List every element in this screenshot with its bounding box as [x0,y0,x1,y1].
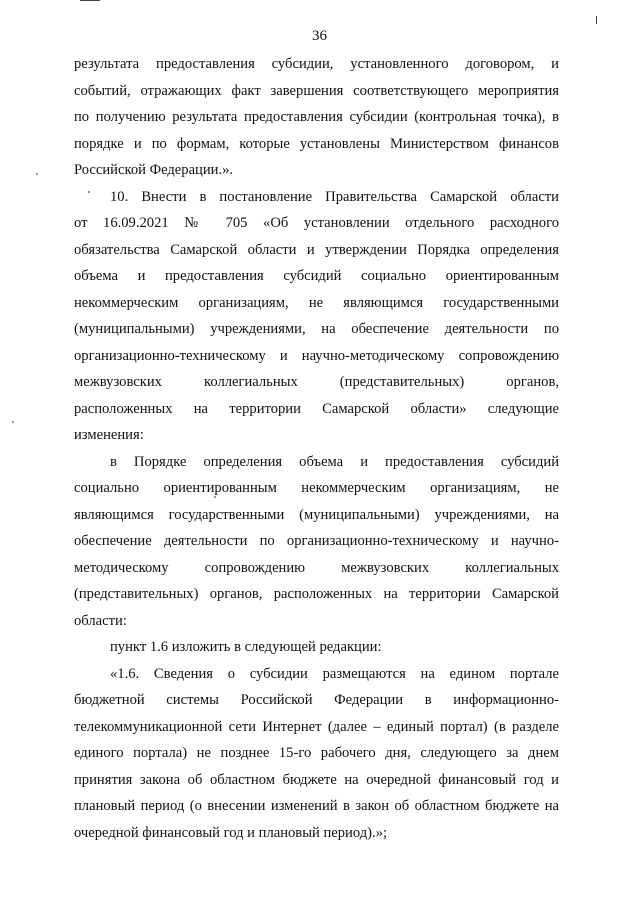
text-line: организационно-техническому и научно-методическому сопровождению [74,347,559,364]
paragraph-item-10 [74,184,559,449]
text-line: очередной финансовый год и плановый период).»; [74,824,388,841]
paragraph-clause-instruction [74,634,559,661]
text-line: (муниципальными) учреждениями, на обеспечение деятельности по [74,321,559,337]
paragraph-in-order [74,449,559,635]
paragraph-continuation [74,51,559,184]
text-line: обеспечение деятельности по организационно-техническому и научно- [74,533,559,549]
text-line: бюджетной системы Российской Федерации в информационно- [74,692,559,708]
text-line: плановый период (о внесении изменений в закон об областном бюджете на [74,798,559,814]
scan-speck [12,421,14,423]
scan-edge-mark [80,0,100,1]
text-line: социально ориентированным некоммерческим организациям, не [74,480,559,496]
text-line: изменения: [74,427,144,443]
text-line: от 16.09.2021 № 705 «Об установлении отдельного расходного [74,215,559,231]
text-line: порядке и по формам, которые установлены Министерством финансов [74,135,559,152]
scan-edge-mark [596,16,597,24]
text-line: объема и предоставления субсидий социально ориентированным [74,268,559,284]
text-line: области: [74,612,127,629]
paragraph-clause-1-6 [74,661,559,847]
text-line: обязательства Самарской области и утверждении Порядка определения [74,241,559,258]
text-line: расположенных на территории Самарской области» следующие [74,400,559,417]
text-line: Российской Федерации.». [74,162,234,178]
text-line: 10. Внести в постановление Правительства Самарской области [110,188,559,205]
text-line: методическому сопровождению межвузовских коллегиальных [74,559,559,576]
text-line: событий, отражающих факт завершения соответствующего мероприятия [74,82,559,99]
text-line: являющимся государственными (муниципальными) учреждениями, на [74,506,559,523]
scan-speck [36,173,38,175]
text-line: пункт 1.6 изложить в следующей редакции: [110,639,382,655]
text-line: телекоммуникационной сети Интернет (далее – единый портал) (в разделе [74,718,559,735]
text-line: принятия закона об областном бюджете на очередной финансовый год и [74,771,559,788]
text-line: по получению результата предоставления субсидии (контрольная точка), в [74,109,559,125]
text-line: единого портала) не позднее 15-го рабочего дня, следующего за днем [74,745,559,761]
text-line: «1.6. Сведения о субсидии размещаются на едином портале [110,665,559,682]
text-line: межвузовских коллегиальных (представительных) органов, [74,374,559,390]
text-line: некоммерческим организациям, не являющимся государственными [74,294,559,311]
text-line: (представительных) органов, расположенных на территории Самарской [74,586,559,602]
document-body [74,51,559,846]
text-line: в Порядке определения объема и предоставления субсидий [110,453,559,470]
text-line: результата предоставления субсидии, установленного договором, и [74,56,559,72]
page-number: 36 [312,28,327,44]
